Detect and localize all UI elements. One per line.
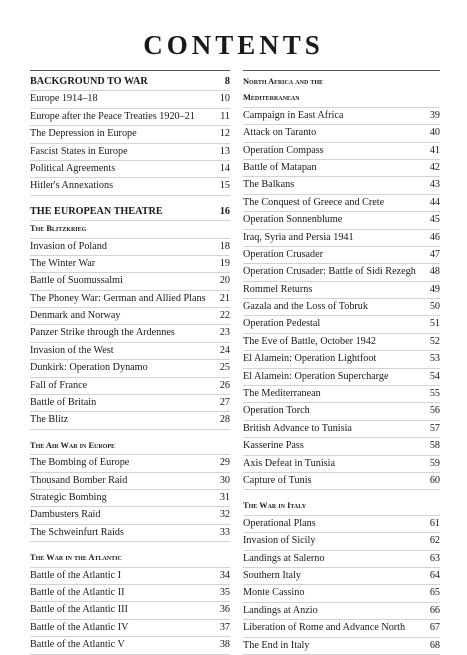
toc-entry [243, 620, 440, 637]
toc-entry [243, 568, 440, 585]
entry-page-number: 41 [429, 144, 440, 156]
entry-title: Dunkirk: Operation Dynamo [30, 362, 148, 374]
section-gap [30, 196, 230, 204]
toc-entry [243, 177, 440, 194]
section-gap [30, 542, 230, 550]
entry-page-number: 14 [219, 162, 230, 174]
toc-entry [30, 602, 230, 619]
entry-page-number: 28 [219, 414, 230, 426]
entry-title: Battle of Britain [30, 397, 97, 409]
entry-title: Operation Pedestal [243, 318, 321, 330]
toc-entry [243, 108, 440, 125]
toc-entry [243, 316, 440, 333]
entry-page-number: 49 [429, 283, 440, 295]
entry-page-number: 16 [219, 205, 230, 217]
entry-page-number: 31 [219, 491, 230, 503]
toc-entry [30, 109, 230, 126]
entry-title: Operation Sonnenblume [243, 214, 343, 226]
toc-entry [243, 125, 440, 142]
toc-entry [243, 282, 440, 299]
entry-title: The End in Italy [243, 639, 310, 651]
entry-title: Fascist States in Europe [30, 145, 128, 157]
entry-title: The War in the Atlantic [30, 553, 122, 563]
entry-page-number: 45 [429, 214, 440, 226]
entry-title: Liberation of Rome and Advance North [243, 622, 406, 634]
entry-page-number: 44 [429, 196, 440, 208]
toc-entry [243, 533, 440, 550]
toc-entry [30, 473, 230, 490]
entry-page-number: 54 [429, 370, 440, 382]
toc-entry [30, 490, 230, 507]
entry-page-number: 47 [429, 248, 440, 260]
entry-title: The Winter War [30, 257, 96, 269]
entry-page-number: 34 [219, 569, 230, 581]
entry-title: The Balkans [243, 179, 295, 191]
entry-page-number: 62 [429, 535, 440, 547]
toc-entry [30, 360, 230, 377]
entry-page-number: 66 [429, 604, 440, 616]
toc-entry [30, 637, 230, 654]
entry-page-number: 24 [219, 344, 230, 356]
entry-title: The Depression in Europe [30, 128, 137, 140]
entry-title: The Eve of Battle, October 1942 [243, 335, 376, 347]
entry-page-number: 11 [220, 110, 230, 122]
entry-title: Battle of the Atlantic III [30, 604, 128, 616]
entry-title: Invasion of the West [30, 344, 114, 356]
entry-title: Battle of the Atlantic V [30, 639, 125, 651]
entry-title: The Conquest of Greece and Crete [243, 196, 385, 208]
toc-entry [243, 473, 440, 490]
entry-page-number: 32 [219, 509, 230, 521]
entry-title: Invasion of Poland [30, 240, 107, 252]
toc-entry [30, 395, 230, 412]
entry-title: Operation Compass [243, 144, 324, 156]
entry-title: Campaign in East Africa [243, 109, 344, 121]
entry-title: Panzer Strike through the Ardennes [30, 327, 175, 339]
entry-title: Landings at Anzio [243, 604, 318, 616]
entry-page-number: 29 [219, 457, 230, 469]
entry-page-number: 61 [429, 517, 440, 529]
entry-page-number: 35 [219, 586, 230, 598]
entry-page-number: 10 [219, 93, 230, 105]
section-gap [243, 490, 440, 498]
entry-title: Battle of Matapan [243, 161, 317, 173]
toc-entry [30, 325, 230, 342]
toc-entry [243, 212, 440, 229]
entry-title: The Bombing of Europe [30, 457, 130, 469]
entry-page-number: 40 [429, 127, 440, 139]
entry-title: Attack on Taranto [243, 127, 317, 139]
entry-title: Fall of France [30, 379, 88, 391]
entry-page-number: 65 [429, 587, 440, 599]
entry-title: Battle of the Atlantic II [30, 586, 125, 598]
toc-entry [243, 603, 440, 620]
entry-title: North Africa and the [243, 77, 324, 86]
entry-title: THE EUROPEAN THEATRE [30, 205, 163, 217]
entry-title: The Air War in Europe [30, 440, 116, 450]
entry-page-number: 27 [219, 397, 230, 409]
entry-page-number: 33 [219, 526, 230, 538]
toc-entry [243, 386, 440, 403]
toc-entry [30, 126, 230, 143]
contents-right-column [243, 74, 440, 655]
entry-title: El Alamein: Operation Lightfoot [243, 353, 377, 365]
entry-title: The Phoney War: German and Allied Plans [30, 292, 206, 304]
entry-title: El Alamein: Operation Supercharge [243, 370, 389, 382]
entry-page-number: 39 [429, 109, 440, 121]
entry-page-number: 46 [429, 231, 440, 243]
toc-entry [243, 195, 440, 212]
entry-title: Dambusters Raid [30, 509, 101, 521]
entry-title: Strategic Bombing [30, 491, 107, 503]
toc-entry [30, 343, 230, 360]
toc-entry [243, 438, 440, 455]
entry-page-number: 18 [219, 240, 230, 252]
subsection-heading [243, 74, 440, 90]
toc-entry [243, 334, 440, 351]
entry-page-number: 60 [429, 474, 440, 486]
toc-entry [30, 256, 230, 273]
entry-page-number: 23 [219, 327, 230, 339]
toc-entry [30, 455, 230, 472]
entry-page-number: 67 [429, 622, 440, 634]
toc-entry [243, 403, 440, 420]
entry-title: Hitler's Annexations [30, 180, 114, 192]
entry-page-number: 56 [429, 405, 440, 417]
toc-entry [243, 551, 440, 568]
entry-page-number: 42 [429, 161, 440, 173]
entry-title: Operation Crusader [243, 248, 324, 260]
entry-page-number: 50 [429, 301, 440, 313]
entry-title: Southern Italy [243, 569, 302, 581]
entry-page-number: 12 [219, 128, 230, 140]
entry-title: Capture of Tunis [243, 474, 312, 486]
entry-title: Gazala and the Loss of Tobruk [243, 301, 368, 313]
entry-title: British Advance to Tunisia [243, 422, 352, 434]
subsection-heading [30, 550, 230, 567]
entry-page-number: 64 [429, 569, 440, 581]
toc-entry [243, 516, 440, 533]
title-rule-right [243, 70, 440, 71]
entry-page-number: 30 [219, 474, 230, 486]
toc-entry [243, 264, 440, 281]
toc-entry [30, 412, 230, 429]
entry-page-number: 51 [429, 318, 440, 330]
toc-entry [30, 568, 230, 585]
entry-title: Thousand Bomber Raid [30, 474, 128, 486]
entry-page-number: 53 [429, 353, 440, 365]
section-heading [30, 204, 230, 221]
toc-entry [243, 230, 440, 247]
entry-title: Monte Cassino [243, 587, 305, 599]
entry-page-number: 22 [219, 310, 230, 322]
entry-page-number: 68 [429, 639, 440, 651]
entry-page-number: 58 [429, 440, 440, 452]
entry-title: The Mediterranean [243, 388, 321, 400]
title-rule-left [30, 70, 230, 71]
toc-entry [30, 273, 230, 290]
entry-title: Landings at Salerno [243, 552, 325, 564]
entry-page-number: 48 [429, 266, 440, 278]
entry-page-number: 37 [219, 621, 230, 633]
toc-entry [30, 507, 230, 524]
entry-page-number: 55 [429, 388, 440, 400]
entry-title: Battle of Suomussalmi [30, 275, 123, 287]
entry-title: BACKGROUND TO WAR [30, 76, 148, 87]
entry-page-number: 52 [429, 335, 440, 347]
entry-title: Operation Crusader: Battle of Sidi Rezegh [243, 266, 416, 278]
subsection-heading [243, 498, 440, 515]
entry-title: Europe 1914–18 [30, 93, 98, 105]
entry-page-number: 19 [219, 257, 230, 269]
entry-page-number: 20 [219, 275, 230, 287]
entry-title: Rommel Returns [243, 283, 313, 295]
toc-entry [30, 161, 230, 178]
entry-page-number: 25 [219, 362, 230, 374]
entry-page-number: 15 [219, 180, 230, 192]
entry-title: Battle of the Atlantic I [30, 569, 122, 581]
toc-entry [243, 638, 440, 655]
entry-title: Invasion of Sicily [243, 535, 316, 547]
toc-entry [243, 247, 440, 264]
entry-title: Iraq, Syria and Persia 1941 [243, 231, 354, 243]
toc-entry [30, 178, 230, 195]
section-gap [30, 430, 230, 438]
subsection-heading [30, 438, 230, 455]
entry-title: Kasserine Pass [243, 440, 304, 452]
page-title: CONTENTS [143, 30, 324, 60]
toc-entry [243, 585, 440, 602]
entry-page-number: 57 [429, 422, 440, 434]
toc-entry [30, 378, 230, 395]
entry-title: Operational Plans [243, 517, 316, 529]
entry-page-number: 63 [429, 552, 440, 564]
toc-entry [243, 299, 440, 316]
toc-entry [243, 421, 440, 438]
toc-entry [30, 620, 230, 637]
entry-page-number: 59 [429, 457, 440, 469]
toc-entry [30, 91, 230, 108]
entry-title: Battle of the Atlantic IV [30, 621, 129, 633]
toc-entry [30, 525, 230, 542]
entry-title: Europe after the Peace Treaties 1920–21 [30, 110, 195, 122]
entry-page-number: 43 [429, 179, 440, 191]
entry-page-number: 36 [219, 604, 230, 616]
entry-page-number: 21 [219, 292, 230, 304]
entry-title: Axis Defeat in Tunisia [243, 457, 335, 469]
entry-title: Mediterranean [243, 93, 300, 103]
subsection-heading [243, 90, 440, 107]
entry-page-number: 38 [219, 639, 230, 651]
entry-title: The War in Italy [243, 501, 307, 511]
toc-entry [243, 351, 440, 368]
entry-title: The Blitz [30, 414, 69, 426]
entry-page-number: 13 [219, 145, 230, 157]
entry-page-number: 26 [219, 379, 230, 391]
toc-entry [30, 291, 230, 308]
toc-entry [30, 308, 230, 325]
toc-entry [243, 160, 440, 177]
entry-title: Political Agreements [30, 162, 116, 174]
entry-title: Denmark and Norway [30, 310, 121, 322]
entry-page-number: 8 [224, 76, 230, 87]
section-heading [30, 74, 230, 91]
entry-title: The Schweinfurt Raids [30, 526, 124, 538]
contents-left-column [30, 74, 230, 655]
entry-title: Operation Torch [243, 405, 310, 417]
toc-entry [30, 239, 230, 256]
entry-title: The Blitzkrieg [30, 224, 87, 234]
toc-entry [30, 144, 230, 161]
toc-entry [243, 143, 440, 160]
toc-entry [243, 456, 440, 473]
toc-entry [243, 369, 440, 386]
subsection-heading [30, 221, 230, 238]
